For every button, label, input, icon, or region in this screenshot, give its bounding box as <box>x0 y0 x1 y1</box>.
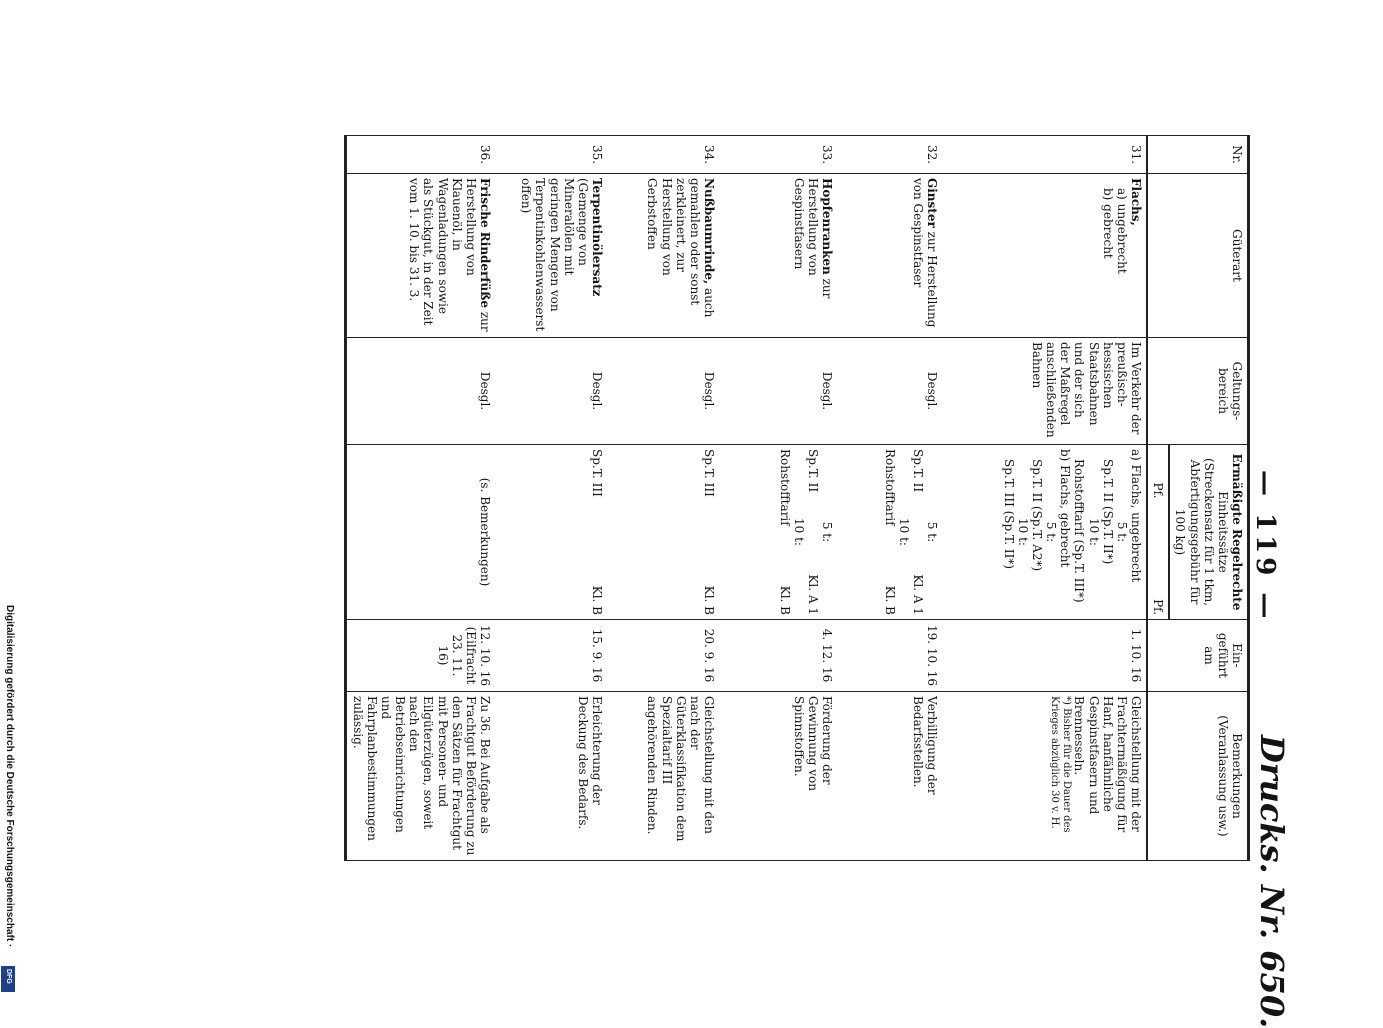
date-value: 12. 10. 16 <box>478 624 493 687</box>
goods-cell <box>495 174 607 338</box>
goods-variant-a: a) ungebrecht <box>1114 188 1129 274</box>
rates-a-tariff-1: Sp.T. II (Sp.T. II*) <box>1100 459 1115 565</box>
goods-title: Frische Rinderfüße <box>478 178 493 309</box>
goods-text: zur Herstellung von Gespinstfaser <box>910 178 940 328</box>
rates-b-weight-1: 5 t: <box>1044 521 1059 543</box>
goods-title: Terpentinölersatz <box>590 178 605 297</box>
header-date: Ein-geführt am <box>1147 620 1248 692</box>
tariff-table <box>345 135 1251 861</box>
rates-class-2: Kl. B <box>882 585 897 615</box>
scan-credit-text: Digitalisierung gefördert durch die Deutsche Forschungsgemeinschaft · <box>4 605 15 948</box>
header-scope: Geltungs-bereich <box>1147 338 1248 445</box>
goods-text: auch gemahlen oder sonst zerkleinert, zur Herstellung von Gerbstoffen <box>645 178 717 318</box>
row-number: 33. <box>719 136 837 174</box>
goods-title: Nußbaumrinde, <box>702 178 717 285</box>
remarks-cell <box>942 692 1147 861</box>
goods-cell <box>942 174 1147 338</box>
rates-class-1: Kl. B <box>702 585 717 615</box>
remarks-footnote: *) Bisher für die Dauer des Krieges abzüglich 30 v. H. <box>1049 696 1073 833</box>
date-cell <box>346 620 495 692</box>
rates-cell <box>719 445 837 620</box>
date-note: (Eilfracht 23. 11. 16) <box>435 626 478 685</box>
header-pf-right: Pf. <box>1151 599 1166 615</box>
table-row <box>837 136 942 861</box>
rates-cell <box>837 445 942 620</box>
row-number: 31. <box>942 136 1147 174</box>
remarks-text: Gleichstellung mit der Frachtermäßigung für Hanf, hanfähnliche Gespinstfasern und Brennesseln. <box>1072 696 1144 833</box>
rates-tariff-2: Rohstofftarif <box>882 449 897 526</box>
rates-tariff-1: Sp.T. III <box>590 449 605 497</box>
scope-cell: Desgl. <box>346 338 495 445</box>
remarks-cell: Förderung der Gewinnung von Spinnstoffen. <box>719 692 837 861</box>
scope-cell: Desgl. <box>495 338 607 445</box>
row-number: 34. <box>607 136 719 174</box>
rates-class-1: Kl. A 1 <box>910 574 925 615</box>
goods-title: Hopfenranken <box>820 178 835 275</box>
rates-cell <box>495 445 607 620</box>
date-cell: 19. 10. 16 <box>837 620 942 692</box>
scope-cell: Desgl. <box>607 338 719 445</box>
goods-title: Flachs, <box>1129 178 1144 226</box>
rates-a-tariff-2: Rohstofftarif (Sp.T. III*) <box>1072 459 1087 603</box>
remarks-cell: Zu 36. Bei Aufgabe als Frachtgut Beförderung zu den Sätzen für Frachtgut mit Personen- und Eilgüterzügen, soweit nach den Betriebseinrichtungen und Fahrplanbestimmungen zulässig. <box>346 692 495 861</box>
goods-variant-b: b) gebrecht <box>1100 188 1115 259</box>
rates-class-1: Kl. B <box>590 585 605 615</box>
rates-weight-1: 5 t: <box>925 521 940 543</box>
rates-b-tariff-1: Sp.T. II (Sp.T. A2*) <box>1029 459 1044 572</box>
rates-cell <box>607 445 719 620</box>
scope-cell: Desgl. <box>837 338 942 445</box>
row-number: 36. <box>346 136 495 174</box>
rates-b-weight-2: 10 t: <box>1015 518 1030 546</box>
table-row <box>495 136 607 861</box>
row-number: 32. <box>837 136 942 174</box>
rates-tariff-1: Sp.T. III <box>702 449 717 497</box>
page-number: — 119 — <box>1250 470 1280 623</box>
table-row <box>719 136 837 861</box>
goods-cell <box>346 174 495 338</box>
table-row <box>346 136 495 861</box>
goods-cell <box>719 174 837 338</box>
rates-a-weight-1: 5 t: <box>1114 521 1129 543</box>
goods-text: zur Herstellung von Gespinstfasern <box>791 178 835 299</box>
header-remarks: Bemerkungen (Veranlassung usw.) <box>1147 692 1248 861</box>
date-cell: 1. 10. 16 <box>942 620 1147 692</box>
date-cell: 4. 12. 16 <box>719 620 837 692</box>
dfg-logo-icon <box>1 966 15 992</box>
table-row <box>607 136 719 861</box>
rates-weight-1: 5 t: <box>820 521 835 543</box>
goods-text: zur Herstellung von Klauenöl, in Wagenladungen sowie als Stückgut, in der Zeit vom 1. 10. bis 31. 3. <box>407 178 493 332</box>
header-pf-left: Pf. <box>1151 482 1166 499</box>
rates-cell: (s. Bemerkungen) <box>346 445 495 620</box>
date-cell: 20. 9. 16 <box>607 620 719 692</box>
goods-cell <box>607 174 719 338</box>
rates-cell <box>942 445 1147 620</box>
scope-cell: Im Verkehr der preußisch-hessischen Staatsbahnen und der sich der Maßregel anschließenden Bahnen <box>942 338 1147 445</box>
rates-class-1: Kl. A 1 <box>805 574 820 615</box>
rates-weight-2: 10 t: <box>791 518 806 546</box>
header-goods: Güterart <box>1147 174 1248 338</box>
scan-credit <box>1 605 15 995</box>
goods-title: Ginster <box>925 178 940 228</box>
document-title: Drucks. Nr. 650. <box>1253 735 1291 1028</box>
rates-tariff-1: Sp.T. II <box>910 449 925 493</box>
rates-a-weight-2: 10 t: <box>1086 518 1101 546</box>
row-number: 35. <box>495 136 607 174</box>
goods-cell <box>837 174 942 338</box>
header-rates-group: Ermäßigte Regelrechte <box>1230 453 1244 611</box>
remarks-cell: Verbilligung der Bedarfsstellen. <box>837 692 942 861</box>
rates-weight-2: 10 t: <box>896 518 911 546</box>
header-nr: Nr. <box>1147 136 1248 174</box>
rates-tariff-1: Sp.T. II <box>805 449 820 493</box>
header-rates-units <box>1147 445 1169 620</box>
dfg-logo-text: DFG <box>5 969 12 984</box>
date-cell: 15. 9. 16 <box>495 620 607 692</box>
scope-cell: Desgl. <box>719 338 837 445</box>
rates-a-title: a) Flachs, ungebrecht <box>1129 449 1144 583</box>
header-rates-sub: Einheitssätze (Streckensatz für 1 tkm, Abfertigungsgebühr für 100 kg) <box>1173 457 1230 607</box>
rates-b-title: b) Flachs, gebrecht <box>1058 449 1073 568</box>
remarks-cell: Erleichterung der Deckung des Bedarfs. <box>495 692 607 861</box>
header-rates <box>1169 445 1248 620</box>
goods-text: (Gemenge von Mineralölen mit geringen Mengen von Terpentinkohlenwasserstoffen) <box>519 178 590 332</box>
rates-b-tariff-2: Sp.T. III (Sp.T. II*) <box>1001 459 1016 570</box>
remarks-cell: Gleichstellung mit den nach der Güterklassifikation dem Spezialtarif III angehörenden Rinden. <box>607 692 719 861</box>
rates-tariff-2: Rohstofftarif <box>777 449 792 526</box>
table-row <box>942 136 1147 861</box>
rates-class-2: Kl. B <box>777 585 792 615</box>
